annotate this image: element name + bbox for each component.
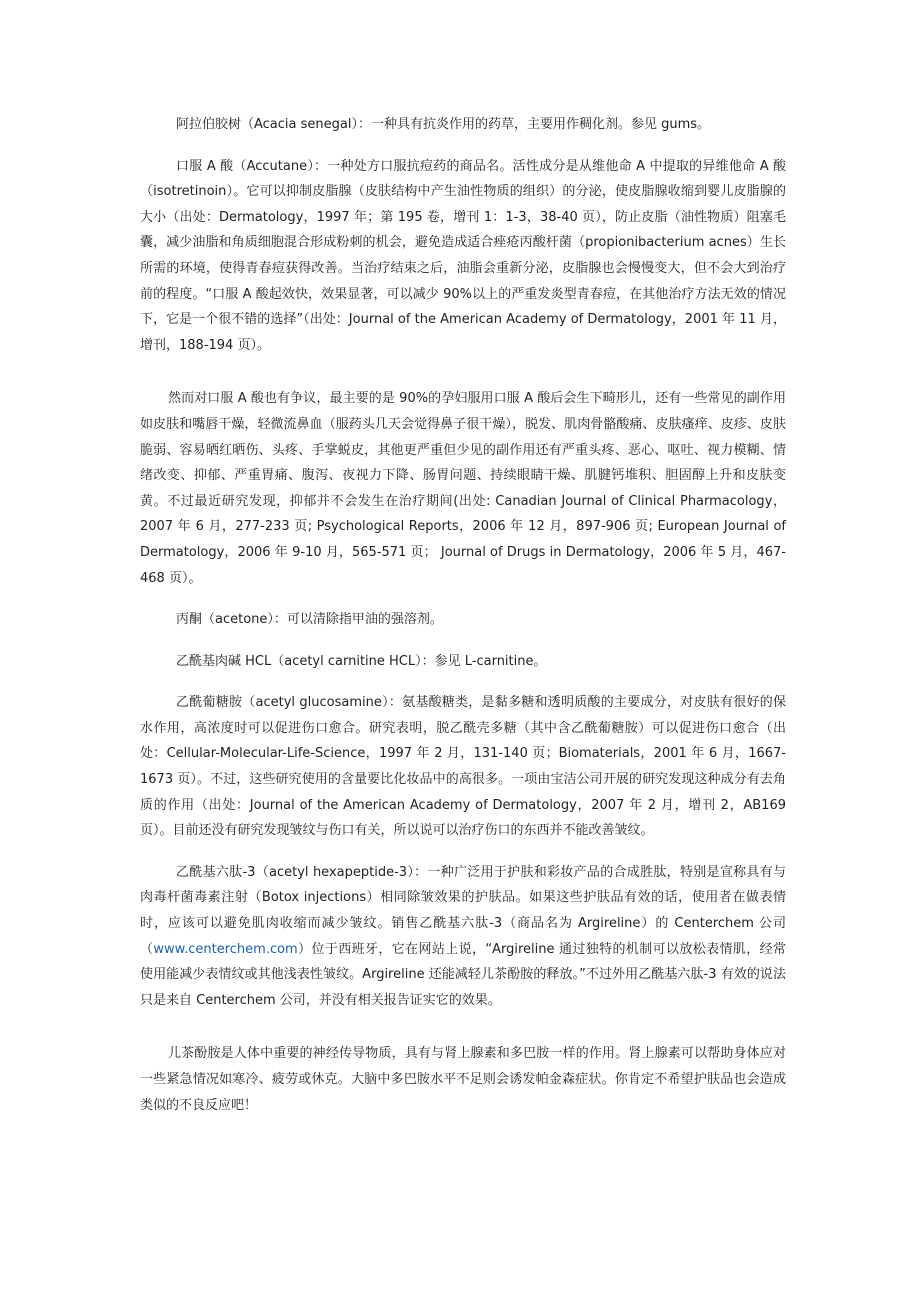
paragraph-acetyl-hexapeptide-text-after: ）位于西班牙，它在网站上说，“Argireline 通过独特的机制可以放松表情肌，经常使用能减少表情纹或其他浅表性皱纹。Argireline 还能减轻儿茶酚胺的释放。”不过外用乙酰基六肽-3 有效的说法只是来自 Centerchem 公司，并没有相关报告证实它的效果。 (140, 941, 786, 1008)
paragraph-accutane: 口服 A 酸（Accutane）：一种处方口服抗痘药的商品名。活性成分是从维他命 A 中提取的异维他命 A 酸（isotretinoin）。它可以抑制皮脂腺（皮肤结构中产生油性物质的组织）的分泌，使皮脂腺收缩到婴儿皮脂腺的大小（出处：Dermatology，1997 年；第 195 卷，增刊 1：1-3，38-40 页），防止皮脂（油性物质）阻塞毛囊，减少油脂和角质细胞混合形成粉刺的机会，避免造成适合痤疮丙酸杆菌（propionibacterium acnes）生长所需的环境，使得青春痘获得改善。当治疗结束之后，油脂会重新分泌，皮脂腺也会慢慢变大，但不会大到治疗前的程度。“口服 A 酸起效快，效果显著，可以减少 90%以上的严重发炎型青春痘，在其他治疗方法无效的情况下，它是一个很不错的选择”（出处：Journal of the American Academy of Dermatology，2001 年 11 月，增刊，188-194 页）。 (140, 158, 786, 353)
paragraph-catecholamine: 儿茶酚胺是人体中重要的神经传导物质，具有与肾上腺素和多巴胺一样的作用。肾上腺素可以帮助身体应对一些紧急情况如寒冷、疲劳或休克。大脑中多巴胺水平不足则会诱发帕金森症状。你肯定不希望护肤品也会造成类似的不良反应吧！ (140, 1046, 786, 1113)
paragraph-acetyl-hexapeptide-text-before: 乙酰基六肽-3（acetyl hexapeptide-3）：一种广泛用于护肤和彩妆产品的合成胜肽，特别是宣称具有与肉毒杆菌毒素注射（Botox injections）相同除皱效果的护肤品。如果这些护肤品有效的话，使用者在做表情时，应该可以避免肌肉收缩而减少皱纹。销售乙酰基六肽-3（商品名为 Argireline）的 Centerchem 公司（ (140, 864, 786, 957)
document-page (140, 112, 786, 1118)
paragraph-acacia: 阿拉伯胶树（Acacia senegal）：一种具有抗炎作用的药草，主要用作稠化剂。参见 gums。 (176, 117, 711, 132)
paragraph-acetyl-hexapeptide (140, 860, 786, 1014)
centerchem-link[interactable]: www.centerchem.com (153, 941, 298, 957)
paragraph-acetyl-glucosamine: 乙酰葡糖胺（acetyl glucosamine）：氨基酸糖类，是黏多糖和透明质酸的主要成分，对皮肤有很好的保水作用，高浓度时可以促进伤口愈合。研究表明，脱乙酰壳多糖（其中含乙酰葡糖胺）可以促进伤口愈合（出处：Cellular-Molecular-Life-Science，1997 年 2 月，131-140 页；Biomaterials，2001 年 6 月，1667-1673 页）。不过，这些研究使用的含量要比化妆品中的高很多。一项由宝洁公司开展的研究发现这种成分有去角质的作用（出处：Journal of the American Academy of Dermatology，2007 年 2 月，增刊 2，AB169 页）。目前还没有研究发现皱纹与伤口有关，所以说可以治疗伤口的东西并不能改善皱纹。 (140, 695, 786, 839)
paragraph-acetyl-carnitine: 乙酰基肉碱 HCL（acetyl carnitine HCL）：参见 L-carnitine。 (176, 653, 547, 669)
paragraph-acetone: 丙酮（acetone）：可以清除指甲油的强溶剂。 (176, 612, 443, 628)
paragraph-accutane-controversy: 然而对口服 A 酸也有争议，最主要的是 90%的孕妇服用口服 A 酸后会生下畸形儿，还有一些常见的副作用如皮肤和嘴唇干燥，轻微流鼻血（服药头几天会觉得鼻子很干燥），脱发、肌肉骨骼酸痛、皮肤瘙痒、皮疹、皮肤脆弱、容易晒红晒伤、头疼、手掌蜕皮，其他更严重但少见的副作用还有严重头疼、恶心、呕吐、视力模糊、情绪改变、抑郁、严重胃痛、腹泻、夜视力下降、肠胃问题、持续眼睛干燥、肌腱钙堆积、胆固醇上升和皮肤变黄。不过最近研究发现，抑郁并不会发生在治疗期间(出处: Canadian Journal of Clinical Pharmacology，2007 年 6 月，277-233 页; Psychological Reports，2006 年 12 月，897-906 页; European Journal of Dermatology，2006 年 9-10 月，565-571 页； Journal of Drugs in Dermatology，2006 年 5 月，467-468 页）。 (140, 391, 786, 586)
